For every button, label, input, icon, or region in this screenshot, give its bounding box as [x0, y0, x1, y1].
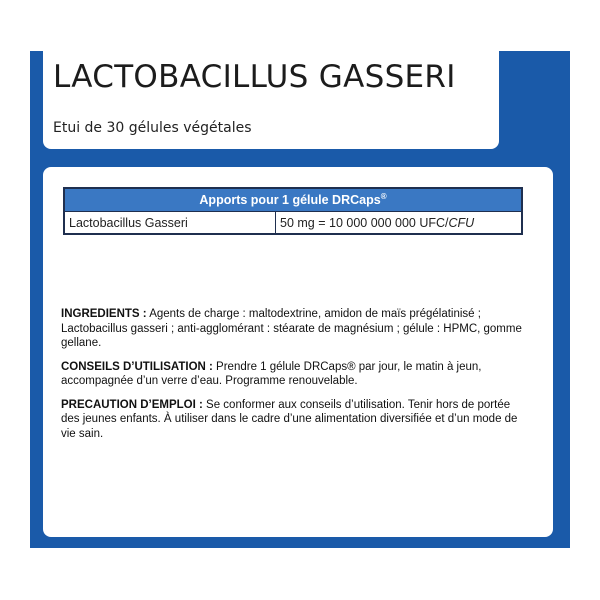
- ingredients-label: INGREDIENTS :: [61, 308, 147, 320]
- nutrition-table: [63, 187, 523, 235]
- info-text-block: [61, 307, 531, 450]
- table-header-label: Apports pour 1 gélule DRCaps: [199, 193, 381, 208]
- usage-text: Prendre 1 gélule DRCaps® par jour, le matin à jeun, accompagnée d’un verre d’eau. Programme renouvelable.: [61, 360, 482, 387]
- usage-label: CONSEILS D’UTILISATION :: [61, 360, 213, 373]
- precaution-text: Se conformer aux conseils d’utilisation. Tenir hors de portée des jeunes enfants. À utiliser dans le cadre d’une alimentation diversifiée et d’un mode de vie sain.: [61, 398, 518, 440]
- ingredients-text: Agents de charge : maltodextrine, amidon de maïs prégélatinisé ; Lactobacillus gasseri ; anti-agglomérant : stéarate de magnésium ; gélule : HPMC, gomme gellane.: [61, 308, 522, 349]
- ingredient-value-text: 50 mg = 10 000 000 000 UFC/: [280, 215, 449, 230]
- usage-paragraph: [61, 360, 531, 389]
- precaution-label: PRECAUTION D’EMPLOI :: [61, 398, 203, 411]
- content-panel: [43, 167, 553, 537]
- title-panel: [43, 51, 499, 149]
- table-row: [64, 212, 522, 235]
- product-subtitle: Etui de 30 gélules végétales: [53, 120, 252, 136]
- table-header: [64, 188, 522, 212]
- ingredient-name: Lactobacillus Gasseri: [64, 212, 276, 235]
- precaution-paragraph: [61, 398, 531, 442]
- ingredient-value-unit: CFU: [448, 215, 475, 230]
- ingredients-paragraph: [61, 307, 531, 351]
- ingredient-value: [276, 212, 523, 235]
- registered-mark: ®: [380, 192, 387, 202]
- product-title: LACTOBACILLUS GASSERI: [53, 59, 456, 95]
- table-header-row: [64, 188, 522, 212]
